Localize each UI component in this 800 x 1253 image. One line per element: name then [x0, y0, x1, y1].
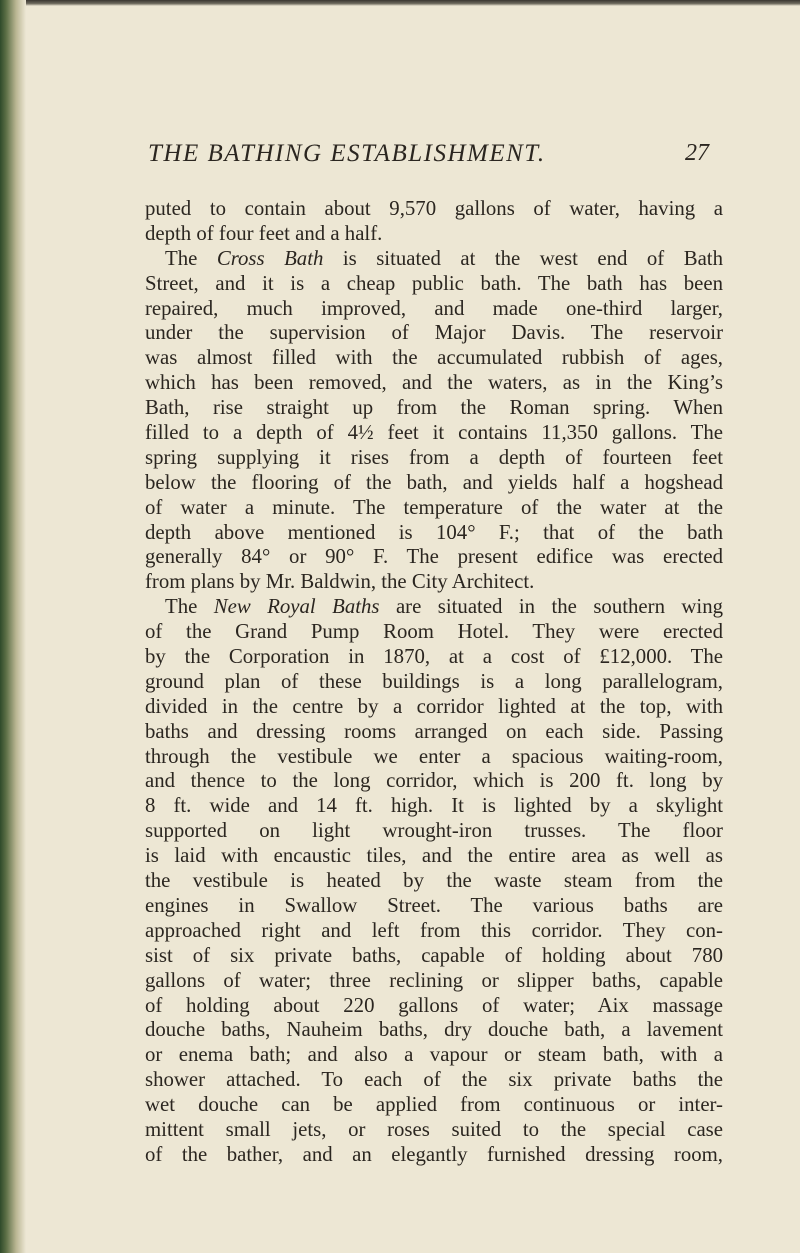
text-line: gallons of water; three reclining or slipper baths, capable: [145, 968, 723, 992]
text-line: spring supplying it rises from a depth of fourteen feet: [145, 445, 723, 469]
text-line: filled to a depth of 4½ feet it contains 11,350 gallons. The: [145, 421, 723, 445]
text-line: or enema bath; and also a vapour or steam bath, with a: [145, 1043, 723, 1067]
text-line: The Cross Bath is situated at the west end of Bath: [165, 246, 723, 270]
text-line: shower attached. To each of the six private baths the: [145, 1068, 723, 1092]
text-line: under the supervision of Major Davis. The reservoir: [145, 321, 723, 345]
text-line: wet douche can be applied from continuous or inter-: [145, 1093, 723, 1117]
text-line: douche baths, Nauheim baths, dry douche bath, a lavement: [145, 1018, 723, 1042]
text-line: ground plan of these buildings is a long parallelogram,: [145, 669, 723, 693]
running-title: THE BATHING ESTABLISHMENT.: [148, 140, 546, 167]
text-line: 8 ft. wide and 14 ft. high. It is lighted by a skylight: [145, 794, 723, 818]
text-line: and thence to the long corridor, which is 200 ft. long by: [145, 769, 723, 793]
body-text: [145, 197, 723, 1168]
text-line: is laid with encaustic tiles, and the entire area as well as: [145, 844, 723, 868]
text-line: The New Royal Baths are situated in the southern wing: [165, 595, 723, 619]
text-line: approached right and left from this corridor. They con-: [145, 918, 723, 942]
text-line: engines in Swallow Street. The various baths are: [145, 893, 723, 917]
text-line: through the vestibule we enter a spacious waiting-room,: [145, 744, 723, 768]
text-line: depth above mentioned is 104° F.; that of the bath: [145, 520, 723, 544]
running-head: [148, 140, 708, 174]
text-line: of the Grand Pump Room Hotel. They were erected: [145, 620, 723, 644]
text-line: supported on light wrought-iron trusses. The floor: [145, 819, 723, 843]
text-line: puted to contain about 9,570 gallons of water, having a: [145, 197, 723, 220]
text-line: depth of four feet and a half.: [145, 221, 383, 245]
page-top-edge: [0, 0, 800, 6]
text-line: Bath, rise straight up from the Roman spring. When: [145, 396, 723, 420]
text-line: of water a minute. The temperature of the water at the: [145, 495, 723, 519]
text-line: which has been removed, and the waters, as in the King’s: [145, 371, 723, 395]
bath-name: Cross Bath: [216, 246, 324, 270]
text-line: was almost filled with the accumulated rubbish of ages,: [145, 346, 723, 370]
page-number: 27: [685, 140, 709, 166]
text-line: below the flooring of the bath, and yields half a hogshead: [145, 470, 723, 494]
text-line: from plans by Mr. Baldwin, the City Architect.: [145, 570, 535, 594]
text-line: mittent small jets, or roses suited to the special case: [145, 1117, 723, 1141]
bath-name: New Royal Baths: [213, 595, 380, 619]
text-line: divided in the centre by a corridor lighted at the top, with: [145, 694, 723, 718]
text-line: Street, and it is a cheap public bath. The bath has been: [145, 271, 723, 295]
text-line: sist of six private baths, capable of holding about 780: [145, 943, 723, 967]
book-spine-shadow: [0, 0, 26, 1253]
text-line: baths and dressing rooms arranged on each side. Passing: [145, 719, 723, 743]
text-line: generally 84° or 90° F. The present edifice was erected: [145, 545, 723, 569]
text-line: the vestibule is heated by the waste steam from the: [145, 869, 723, 893]
text-line: of holding about 220 gallons of water; Aix massage: [145, 993, 723, 1017]
text-line: by the Corporation in 1870, at a cost of £12,000. The: [145, 645, 723, 669]
text-line: repaired, much improved, and made one-third larger,: [145, 296, 723, 320]
text-line: of the bather, and an elegantly furnished dressing room,: [145, 1142, 723, 1166]
